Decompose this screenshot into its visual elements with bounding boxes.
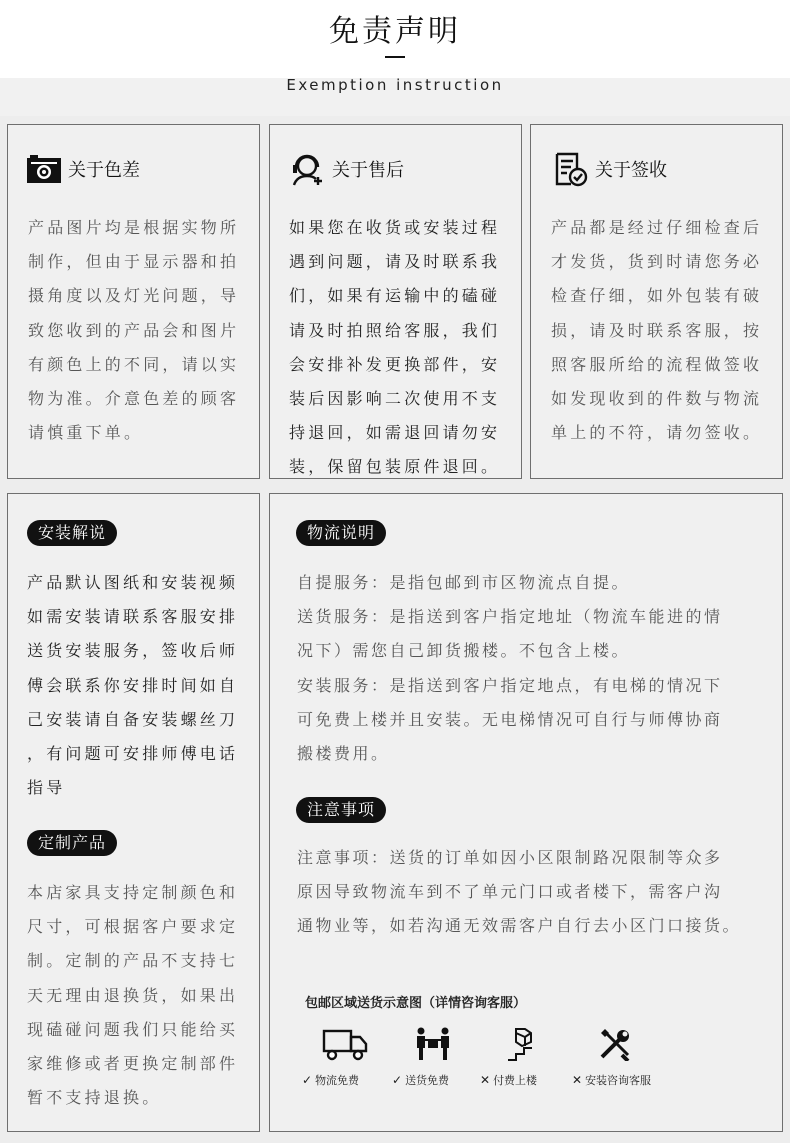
x-mark-icon: ✕	[480, 1073, 491, 1087]
after-sales-title: 关于售后	[332, 160, 404, 181]
delivery-services-row	[270, 1024, 784, 1094]
page-title: 免责声明	[329, 14, 461, 49]
page-subtitle: Exemption instruction	[286, 76, 504, 94]
tools-icon	[570, 1024, 660, 1064]
service-item	[388, 1024, 478, 1094]
install-guide-label: 安装解说	[27, 520, 117, 546]
x-mark-icon: ✕	[572, 1073, 583, 1087]
stairs-box-icon	[478, 1024, 568, 1064]
install-custom-panel	[7, 493, 260, 1132]
service-item	[478, 1024, 568, 1094]
logistics-label: 物流说明	[296, 520, 386, 546]
service-label-text: 付费上楼	[493, 1074, 538, 1087]
receipt-heading	[553, 151, 667, 187]
color-diff-panel	[7, 124, 260, 479]
logistics-panel	[269, 493, 783, 1132]
camera-icon	[26, 151, 62, 187]
after-sales-body: 如果您在收货或安装过程 遇到问题，请及时联系我 们，如果有运输中的磕碰 请及时拍照给客服，我们 会安排补发更换部件，安 装后因影响二次使用不支 持退回，如需退回请勿安 装，保留包装原件退回。	[289, 218, 501, 477]
service-item	[300, 1024, 390, 1094]
delivery-person-icon	[388, 1024, 478, 1064]
color-diff-body: 产品图片均是根据实物所 制作，但由于显示器和拍 摄角度以及灯光问题，导 致您收到的产品会和图片 有颜色上的不同，请以实 物为准。介意色差的顾客 请慎重下单。	[28, 218, 240, 443]
custom-products-label: 定制产品	[27, 830, 117, 856]
check-mark-icon: ✓	[302, 1073, 313, 1087]
check-mark-icon: ✓	[392, 1073, 403, 1087]
color-diff-title: 关于色差	[68, 160, 140, 181]
service-item	[570, 1024, 660, 1094]
truck-icon	[300, 1024, 390, 1064]
notes-label: 注意事项	[296, 797, 386, 823]
service-label	[572, 1072, 682, 1088]
install-guide-body: 产品默认图纸和安装视频 如需安装请联系客服安排 送货安装服务，签收后师 傅会联系你安排时间如自 己安装请自备安装螺丝刀 ，有问题可安排师傅电话 指导	[27, 573, 239, 798]
notes-body: 注意事项：送货的订单如因小区限制路况限制等众多 原因导致物流车到不了单元门口或者楼下，需客户沟 通物业等，如若沟通无效需客户自行去小区门口接货。	[297, 848, 742, 936]
title-divider	[385, 56, 405, 58]
delivery-map-title: 包邮区域送货示意图（详情咨询客服）	[305, 996, 527, 1011]
after-sales-heading	[290, 151, 404, 187]
after-sales-panel	[269, 124, 522, 479]
receipt-title: 关于签收	[595, 160, 667, 181]
custom-products-body: 本店家具支持定制颜色和 尺寸，可根据客户要求定 制。定制的产品不支持七 天无理由退换货，如果出 现磕碰问题我们只能给买 家维修或者更换定制部件 暂不支持退换。	[27, 883, 239, 1108]
header	[0, 0, 790, 116]
service-label-text: 安装咨询客服	[585, 1074, 652, 1087]
service-label-text: 送货免费	[405, 1074, 450, 1087]
receipt-body: 产品都是经过仔细检查后 才发货，货到时请您务必 检查仔细，如外包装有破 损，请及时联系客服，按 照客服所给的流程做签收 如发现收到的件数与物流 单上的不符，请勿签收。	[551, 218, 763, 443]
color-diff-heading	[26, 151, 140, 187]
customer-service-icon	[290, 151, 326, 187]
receipt-panel	[530, 124, 783, 479]
logistics-body: 自提服务：是指包邮到市区物流点自提。 送货服务：是指送到客户指定地址（物流车能进的情 况下）需您自己卸货搬楼。不包含上楼。 安装服务：是指送到客户指定地点，有电梯的情况下 可免费上楼并且安装。无电梯情况可自行与师傅协商 搬楼费用。	[297, 573, 723, 764]
sign-document-icon	[553, 151, 589, 187]
service-label-text: 物流免费	[315, 1074, 360, 1087]
